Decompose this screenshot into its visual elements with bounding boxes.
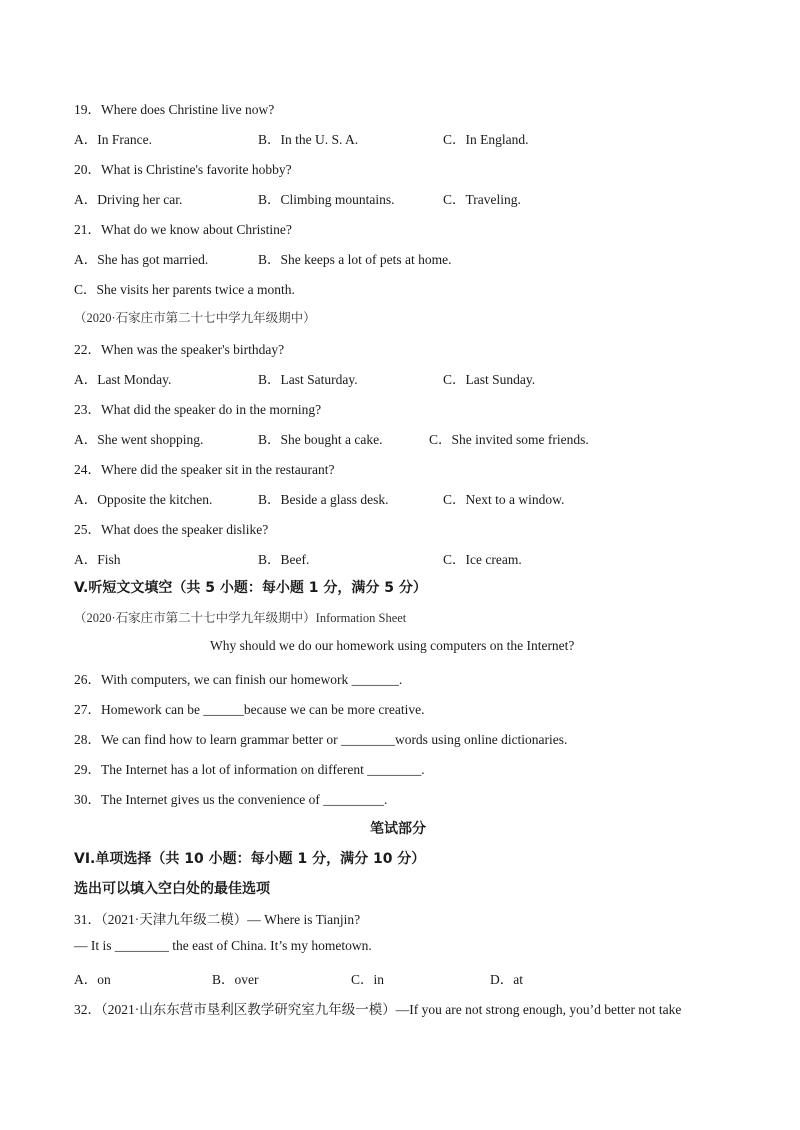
q25-option-b: B．Beef. [258, 552, 310, 567]
q21-option-c: C．She visits her parents twice a month. [74, 282, 295, 297]
q23-option-b: B．She bought a cake. [258, 432, 383, 447]
section-vi-instruction: 选出可以填入空白处的最佳选项 [74, 881, 270, 897]
q24-stem: 24．Where did the speaker sit in the restaurant? [74, 462, 335, 477]
information-sheet-title: Why should we do our homework using computers on the Internet? [210, 638, 575, 653]
q27: 27．Homework can be ______because we can be more creative. [74, 702, 425, 717]
q24-option-a: A．Opposite the kitchen. [74, 492, 213, 507]
q22-stem: 22．When was the speaker's birthday? [74, 342, 285, 357]
q19-option-b: B．In the U. S. A. [258, 132, 359, 147]
q31-option-c: C．in [351, 972, 385, 987]
q32-stem: 32．（2021·山东东营市垦利区教学研究室九年级一模）—If you are not strong enough, you’d better not take [74, 1002, 682, 1017]
q24-option-c: C．Next to a window. [443, 492, 565, 507]
q23-option-a: A．She went shopping. [74, 432, 204, 447]
q22-option-a: A．Last Monday. [74, 372, 172, 387]
q24-option-b: B．Beside a glass desk. [258, 492, 389, 507]
q19-option-c: C．In England. [443, 132, 529, 147]
section-v-heading: V.听短文文填空（共 5 小题：每小题 1 分，满分 5 分） [74, 580, 427, 596]
q31-option-a: A．on [74, 972, 111, 987]
q31-option-b: B．over [212, 972, 259, 987]
q31-line2: — It is ________ the east of China. It’s my hometown. [74, 938, 372, 953]
q20-option-a: A．Driving her car. [74, 192, 183, 207]
q23-option-c: C．She invited some friends. [429, 432, 589, 447]
q21-stem: 21．What do we know about Christine? [74, 222, 292, 237]
q21-option-a: A．She has got married. [74, 252, 209, 267]
q23-stem: 23．What did the speaker do in the morning? [74, 402, 322, 417]
q25-stem: 25．What does the speaker dislike? [74, 522, 269, 537]
written-part-heading: 笔试部分 [370, 821, 426, 837]
q19-option-a: A．In France. [74, 132, 152, 147]
q31-option-d: D．at [490, 972, 523, 987]
q30: 30．The Internet gives us the convenience of _________. [74, 792, 388, 807]
q25-option-a: A．Fish [74, 552, 121, 567]
q19-stem: 19．Where does Christine live now? [74, 102, 275, 117]
q25-option-c: C．Ice cream. [443, 552, 522, 567]
q26: 26．With computers, we can finish our homework _______. [74, 672, 403, 687]
section-vi-heading: VI.单项选择（共 10 小题：每小题 1 分，满分 10 分） [74, 851, 426, 867]
source-note-2: （2020·石家庄市第二十七中学九年级期中）Information Sheet [74, 611, 407, 625]
q20-option-c: C．Traveling. [443, 192, 521, 207]
q21-option-b: B．She keeps a lot of pets at home. [258, 252, 452, 267]
q29: 29．The Internet has a lot of information on different ________. [74, 762, 425, 777]
q28: 28．We can find how to learn grammar better or ________words using online dictionaries. [74, 732, 568, 747]
q22-option-b: B．Last Saturday. [258, 372, 358, 387]
q20-stem: 20．What is Christine's favorite hobby? [74, 162, 292, 177]
source-note-1: （2020·石家庄市第二十七中学九年级期中） [74, 311, 316, 325]
q22-option-c: C．Last Sunday. [443, 372, 536, 387]
q31-stem: 31．（2021·天津九年级二模）— Where is Tianjin? [74, 912, 361, 927]
q20-option-b: B．Climbing mountains. [258, 192, 395, 207]
